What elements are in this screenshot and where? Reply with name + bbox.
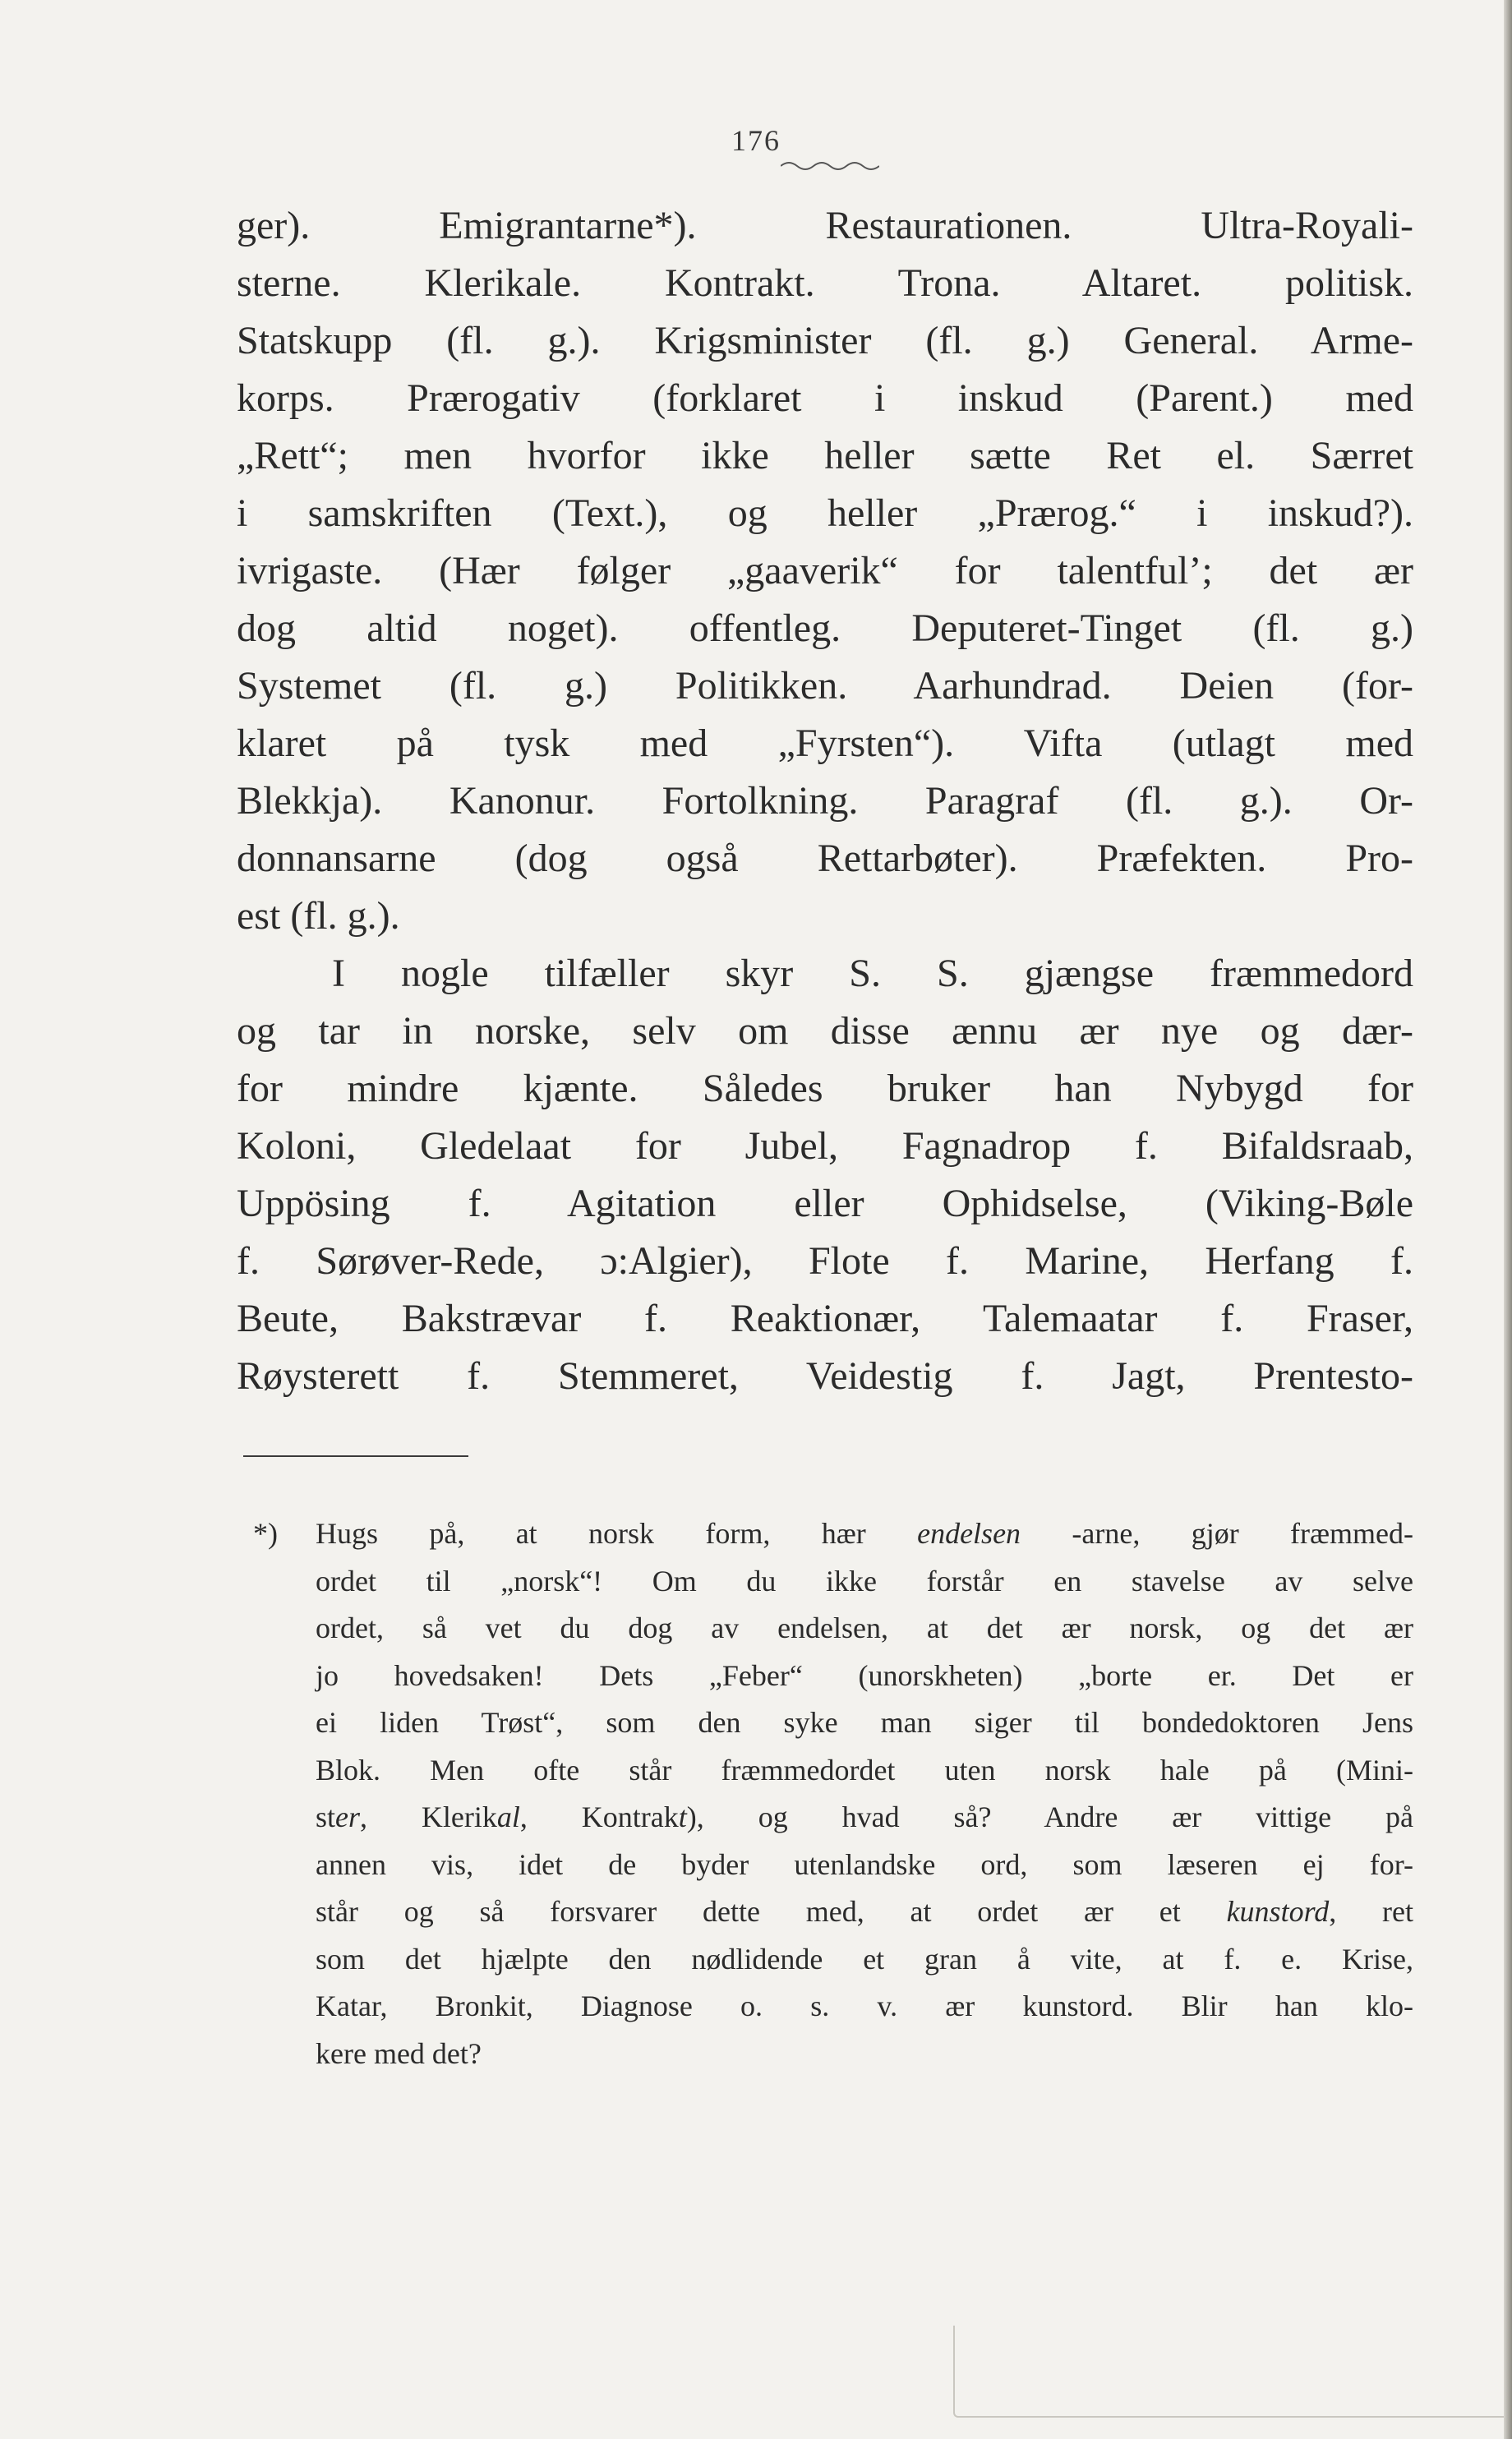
main-text xyxy=(237,197,1413,1405)
footnote xyxy=(255,1510,1413,2077)
text-line: Røysterett f. Stemmeret, Veidestig f. Jagt, Prentesto- xyxy=(237,1354,1413,1398)
text-line: Systemet (fl. g.) Politikken. Aarhundrad. Deien (for- xyxy=(237,664,1413,708)
footnote-rule xyxy=(243,1455,468,1457)
text-line: klaret på tysk med „Fyrsten“). Vifta (utlagt med xyxy=(237,722,1413,765)
footnote-line: står og så forsvarer dette med, at ordet ær et kunstord, ret xyxy=(316,1895,1413,1928)
text-line: Blekkja). Kanonur. Fortolkning. Paragraf (fl. g.). Or- xyxy=(237,779,1413,823)
footnote-line: ordet til „norsk“! Om du ikke forstår en stavelse av selve xyxy=(316,1564,1413,1598)
footnote-line: som det hjælpte den nødlidende et gran å vite, at f. e. Krise, xyxy=(316,1942,1413,1976)
text-line: Koloni, Gledelaat for Jubel, Fagnadrop f. Bifaldsraab, xyxy=(237,1124,1413,1168)
page-number: 176 xyxy=(731,124,781,157)
text-line: ivrigaste. (Hær følger „gaaverik“ for talentful’; det ær xyxy=(237,549,1413,592)
footnote-line: Katar, Bronkit, Diagnose o. s. v. ær kunstord. Blir han klo- xyxy=(316,1989,1413,2022)
footnote-line: annen vis, idet de byder utenlandske ord, som læseren ej for- xyxy=(316,1847,1413,1881)
scan-corner-mark xyxy=(953,2326,1512,2418)
text-line: Statskupp (fl. g.). Krigsminister (fl. g.) General. Arme- xyxy=(237,319,1413,362)
text-line: Uppösing f. Agitation eller Ophidselse, (Viking-Bøle xyxy=(237,1182,1413,1225)
text-line: i samskriften (Text.), og heller „Prærog.“ i inskud?). xyxy=(237,491,1413,535)
text-line: sterne. Klerikale. Kontrakt. Trona. Altaret. politisk. xyxy=(237,261,1413,305)
text-line: ger). Emigrantarne*). Restaurationen. Ultra-Royali- xyxy=(237,204,1413,247)
text-line: korps. Prærogativ (forklaret i inskud (Parent.) med xyxy=(237,376,1413,420)
footnote-line: kere med det? xyxy=(316,2036,482,2070)
text-line: Beute, Bakstrævar f. Reaktionær, Talemaatar f. Fraser, xyxy=(237,1297,1413,1340)
text-line: est (fl. g.). xyxy=(237,894,400,938)
footnote-line: Hugs på, at norsk form, hær endelsen -arne, gjør fræmmed- xyxy=(316,1517,1413,1550)
footnote-line: ei liden Trøst“, som den syke man siger til bondedoktoren Jens xyxy=(316,1706,1413,1739)
footnote-line: ster, Klerikal, Kontrakt), og hvad så? Andre ær vittige på xyxy=(316,1800,1413,1833)
footnote-line: ordet, så vet du dog av endelsen, at det ær norsk, og det ær xyxy=(316,1611,1413,1644)
text-line: og tar in norske, selv om disse ænnu ær nye og dær- xyxy=(237,1009,1413,1053)
page-edge-shadow xyxy=(1504,0,1512,2439)
text-line: I nogle tilfæller skyr S. S. gjængse fræmmedord xyxy=(332,952,1413,995)
footnote-line: jo hovedsaken! Dets „Feber“ (unorskheten) „borte er. Det er xyxy=(316,1658,1413,1692)
text-line: „Rett“; men hvorfor ikke heller sætte Ret el. Særret xyxy=(237,434,1413,477)
text-line: for mindre kjænte. Således bruker han Nybygd for xyxy=(237,1067,1413,1110)
text-line: f. Sørøver-Rede, ɔ:Algier), Flote f. Marine, Herfang f. xyxy=(237,1239,1413,1283)
ornament-squiggle xyxy=(781,156,879,173)
footnote-marker: *) xyxy=(253,1517,278,1550)
text-line: donnansarne (dog også Rettarbøter). Præfekten. Pro- xyxy=(237,837,1413,880)
footnote-line: Blok. Men ofte står fræmmedordet uten norsk hale på (Mini- xyxy=(316,1753,1413,1787)
text-line: dog altid noget). offentleg. Deputeret-Tinget (fl. g.) xyxy=(237,606,1413,650)
